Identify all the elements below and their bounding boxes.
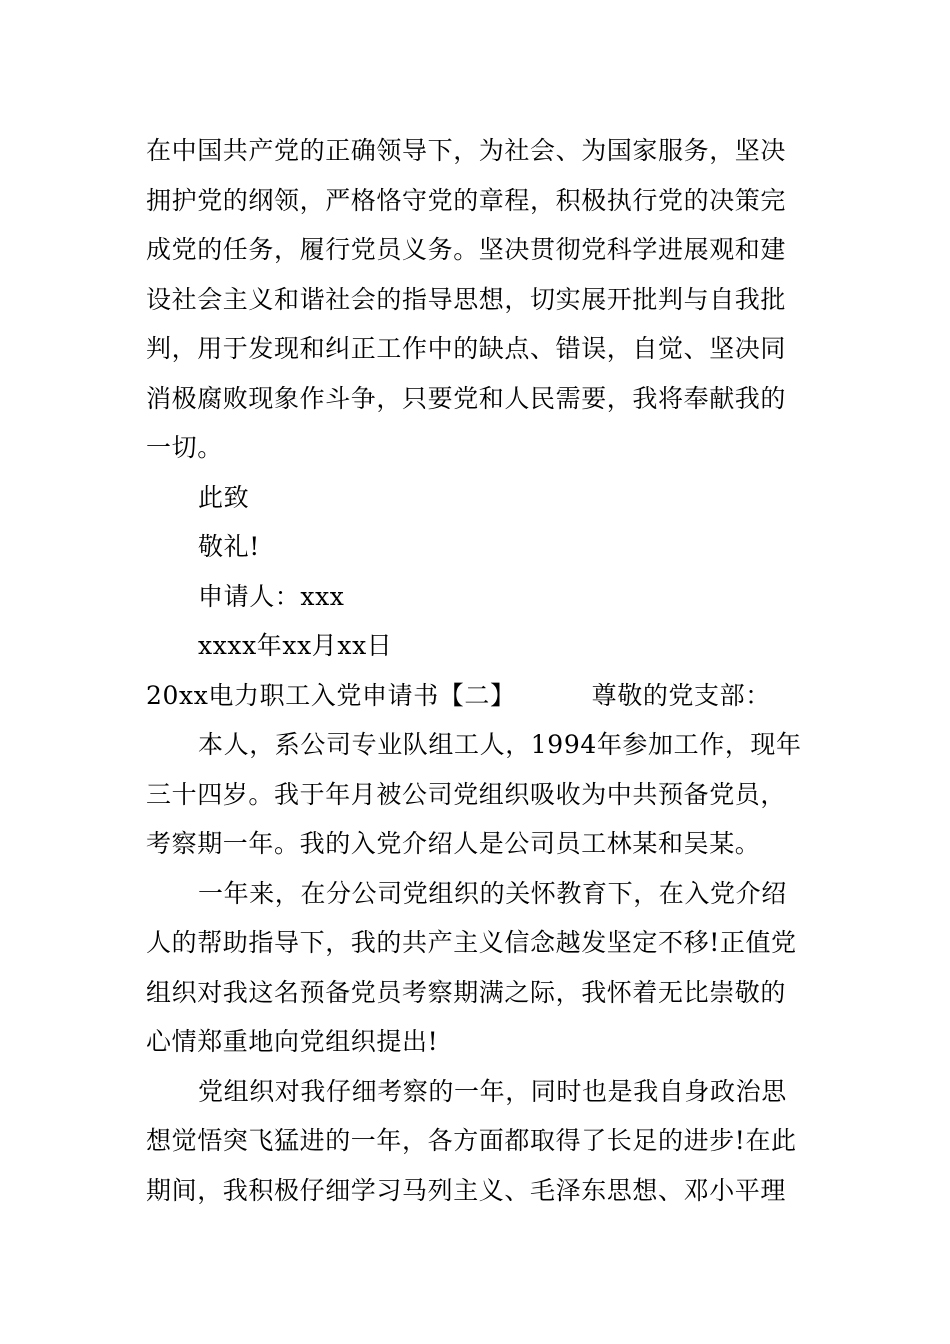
closing-regards: 敬礼! <box>198 532 260 561</box>
application-date: xxxx年xx月xx日 <box>198 631 393 660</box>
text-line: 成党的任务，履行党员义务。坚决贯彻党科学进展观和建 <box>146 235 787 264</box>
text-line: 想觉悟突飞猛进的一年，各方面都取得了长足的进步!在此 <box>146 1126 797 1155</box>
text-line: 期间，我积极仔细学习马列主义、毛泽东思想、邓小平理 <box>146 1175 787 1205</box>
text-line: 三十四岁。我于年月被公司党组织吸收为中共预备党员， <box>146 779 787 809</box>
text-line: 心情郑重地向党组织提出! <box>146 1027 439 1056</box>
paragraph-pledge <box>146 126 814 1215</box>
applicant-signature: 申请人：xxx <box>198 581 345 611</box>
closing-salutation: 此致 <box>198 482 250 512</box>
text-line: 一年来，在分公司党组织的关怀教育下，在入党介绍 <box>198 878 787 908</box>
section-heading: 20xx电力职工入党申请书【二】 <box>146 680 516 710</box>
text-line: 组织对我这名预备党员考察期满之际，我怀着无比崇敬的 <box>146 977 787 1007</box>
text-line: 消极腐败现象作斗争，只要党和人民需要，我将奉献我的 <box>146 383 787 413</box>
text-line: 一切。 <box>146 433 223 462</box>
text-line: 拥护党的纲领，严格恪守党的章程，积极执行党的决策完 <box>146 185 787 215</box>
text-line: 在中国共产党的正确领导下，为社会、为国家服务，坚决 <box>146 136 787 165</box>
text-line: 本人，系公司专业队组工人，1994年参加工作，现年 <box>198 730 802 759</box>
text-line: 人的帮助指导下，我的共产主义信念越发坚定不移!正值党 <box>146 928 797 957</box>
text-line: 党组织对我仔细考察的一年，同时也是我自身政治思 <box>198 1076 787 1106</box>
section-heading-row <box>146 671 814 721</box>
text-line: 设社会主义和谐社会的指导思想，切实展开批判与自我批 <box>146 284 787 314</box>
text-line: 判，用于发现和纠正工作中的缺点、错误，自觉、坚决同 <box>146 334 787 363</box>
text-line: 考察期一年。我的入党介绍人是公司员工林某和吴某。 <box>146 829 761 858</box>
greeting: 尊敬的党支部： <box>591 680 771 710</box>
